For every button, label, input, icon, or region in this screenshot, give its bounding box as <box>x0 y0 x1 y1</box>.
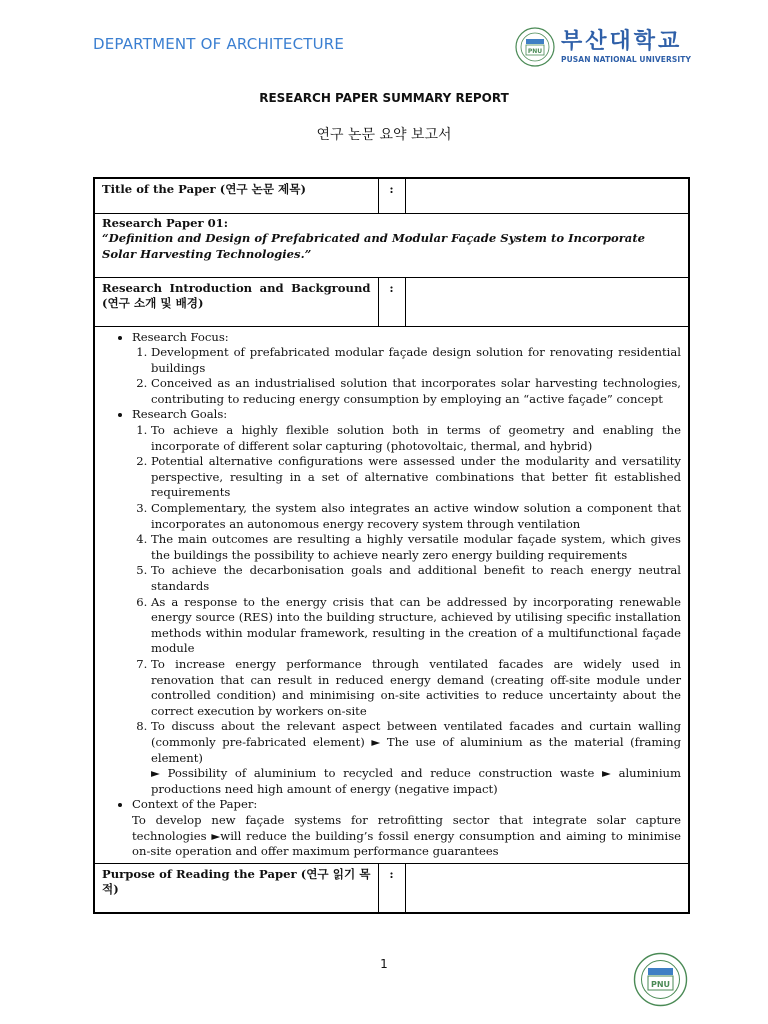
university-name-english: PUSAN NATIONAL UNIVERSITY <box>561 55 692 64</box>
list-item: 4. The main outcomes are resulting a highly versatile modular façade system, which gives the buildings the possibility to achieve nearly zero energy building requirements <box>151 532 681 563</box>
list-item <box>132 330 681 408</box>
purpose-label: Purpose of Reading the Paper (연구 읽기 목적) <box>94 863 378 913</box>
university-name-korean: 부산대학교 <box>561 29 683 54</box>
row-paper-title <box>94 178 689 213</box>
list-item: 3. Complementary, the system also integrates an active window solution a component that incorporates an autonomous energy recovery system through ventilation <box>151 501 681 532</box>
list-item: 5. To achieve the decarbonisation goals and additional benefit to reach energy neutral standards <box>151 563 681 594</box>
introduction-value <box>405 277 689 326</box>
row-purpose <box>94 863 689 913</box>
university-logo <box>515 27 691 67</box>
colon-separator: : <box>378 863 405 913</box>
colon-separator: : <box>378 277 405 326</box>
research-paper-label: Research Paper 01: <box>102 215 229 230</box>
summary-form <box>93 177 690 914</box>
list-item: 6. As a response to the energy crisis that can be addressed by incorporating renewable energy source (RES) into the building structure, achieved by utilising specific installation methods within modular framework, resulting in the creation of a multifunctional façade module <box>151 595 681 657</box>
colon-separator: : <box>378 178 405 213</box>
introduction-content <box>94 326 689 863</box>
list-item: 1. To achieve a highly flexible solution both in terms of geometry and enabling the incorporate of different solar capturing (photovoltaic, thermal, and hybrid) <box>151 423 681 454</box>
list-item <box>151 719 681 797</box>
paper-title-label: Title of the Paper (연구 논문 제목) <box>94 178 378 213</box>
report-title: RESEARCH PAPER SUMMARY REPORT <box>259 91 509 105</box>
row-research-paper <box>94 213 689 277</box>
list-item: 1. Development of prefabricated modular façade design solution for renovating residential buildings <box>151 345 681 376</box>
goals-list <box>132 423 681 797</box>
paper-title-value <box>405 178 689 213</box>
list-item: 2. Conceived as an industrialised solution that incorporates solar harvesting technologies, contributing to reducing energy consumption by employing an “active façade” concept <box>151 376 681 407</box>
page-number: 1 <box>380 957 388 971</box>
goals-heading: Research Goals: <box>132 407 228 422</box>
list-item: 7. To increase energy performance through ventilated facades are widely used in renovation that can result in reduced energy demand (creating off-site module under controlled condition) and minimising on-site activities to reduce uncertainty about the correct execution by workers on-site <box>151 657 681 719</box>
focus-list <box>132 345 681 407</box>
goal-item-extra: ► Possibility of aluminium to recycled and reduce construction waste ► aluminium productions need high amount of energy (negative impact) <box>151 766 681 796</box>
seal-text: PNU <box>650 980 671 989</box>
list-item <box>132 407 681 797</box>
goal-item-text: To discuss about the relevant aspect between ventilated facades and curtain walling (commonly pre-fabricated element) ► The use of aluminium as the material (framing element) <box>151 719 681 765</box>
seal-text: PNU <box>527 48 543 55</box>
context-body: To develop new façade systems for retrofitting sector that integrate solar capture technologies ►will reduce the building’s fossil energy consumption and aiming to minimise on-site operation and offer maximum performance guarantees <box>132 812 681 859</box>
focus-heading: Research Focus: <box>132 329 229 344</box>
purpose-value <box>405 863 689 913</box>
introduction-list <box>102 330 681 860</box>
list-item <box>132 797 681 859</box>
university-seal-icon <box>515 27 555 67</box>
list-item: 2. Potential alternative configurations were assessed under the modularity and versatility perspective, resulting in a set of alternative combinations that better fit established requirements <box>151 454 681 501</box>
context-heading: Context of the Paper: <box>132 797 258 812</box>
department-name: DEPARTMENT OF ARCHITECTURE <box>93 35 345 53</box>
row-introduction-content <box>94 326 689 863</box>
row-introduction <box>94 277 689 326</box>
research-paper-title: “Definition and Design of Prefabricated and Modular Façade System to Incorporate Solar Harvesting Technologies.” <box>102 231 646 261</box>
report-title-korean: 연구 논문 요약 보고서 <box>316 127 452 143</box>
university-seal-icon <box>633 952 688 1007</box>
introduction-label: Research Introduction and Background (연구 소개 및 배경) <box>94 277 378 326</box>
